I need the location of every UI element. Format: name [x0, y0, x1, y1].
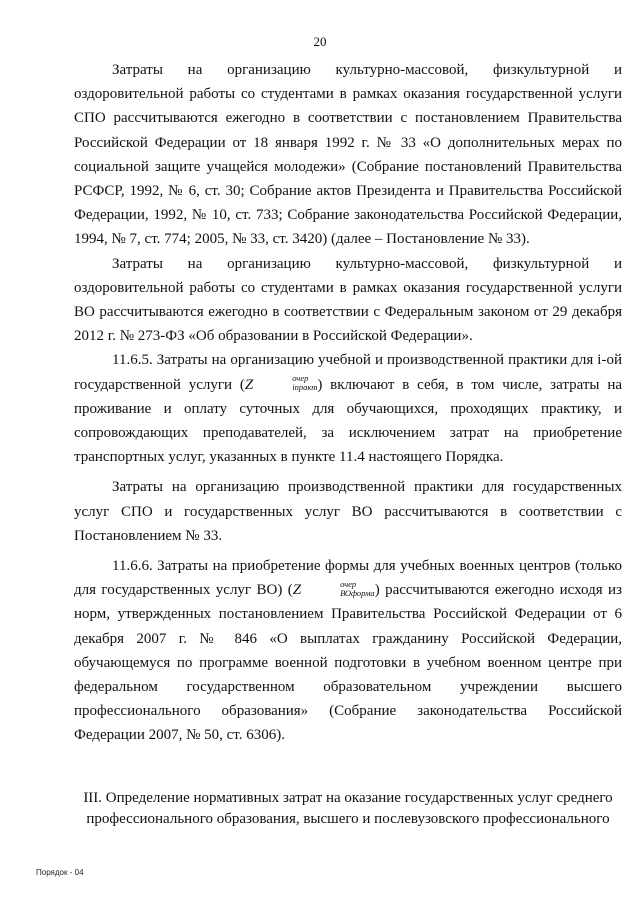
paragraph-vo-cultural-costs: Затраты на организацию культурно-массовой, физкультурной и оздоровительной работы со студентами в рамках оказания государственной услуги ВО рассчитываются ежегодно в соответствии с Федеральным законом от 29 декабря 2012 г. № 273-ФЗ «Об образовании в Российской Федерации». [74, 255, 622, 345]
p3-text-after: ) включают в себя, в том числе, затраты на проживание и оплату суточных для обучающихся, проходящих практику, и сопровождающих преподавателей, за исключением затрат на приобретение транспортных услуг, указанных в пункте 11.4 настоящего Порядка. [74, 376, 623, 466]
p3-text-before: 11.6.5. Затраты на организацию учебной и производственной практики для i-ой государственной услуги ( [74, 352, 622, 393]
section-heading-line-1: III. Определение нормативных затрат на оказание государственных услуг среднего [83, 790, 613, 806]
paragraph-production-practice: Затраты на организацию производственной практики для государственных услуг СПО и государственных услуг ВО рассчитываются в соответствии с Постановлением № 33. [74, 479, 622, 544]
formula-z-uniform-sub: ВОформа [340, 587, 375, 598]
formula-z-uniform-base: Z [292, 582, 302, 599]
formula-z-uniform-sup: очер [340, 578, 357, 589]
paragraph-11-6-5-practice-costs [74, 348, 622, 469]
paragraph-spo-cultural-costs: Затраты на организацию культурно-массовой, физкультурной и оздоровительной работы со студентами в рамках оказания государственной услуги СПО рассчитываются ежегодно в соответствии с постановлением Правительства Российской Федерации от 18 января 1992 г. № 33 «О дополнительных мерах по социальной защите учащейся молодежи» (Собрание постановлений Правительства РСФСР, 1992, № 6, ст. 30; Собрание актов Президента и Правительства Российской Федерации, 1992, № 10, ст. 733; Собрание законодательства Российской Федерации, 1994, № 7, ст. 774; 2005, № 33, ст. 3420) (далее – Постановление № 33). [74, 62, 622, 248]
footer-note: Порядок - 04 [36, 868, 84, 877]
p5-text-before: 11.6.6. Затраты на приобретение формы для учебных военных центров (только для государственных услуг ВО) ( [74, 558, 622, 599]
p5-text-after: ) рассчитываются ежегодно исходя из норм, утвержденных постановлением Правительства Российской Федерации от 6 декабря 2007 г. № 846 «О выплатах гражданину Российской Федерации, обучающемуся по программе военной подготовки в учебном военном центре при федеральном государственном образовательном учреждении высшего профессионального образования» (Собрание законодательства Российской Федерации 2007, № 50, ст. 6306). [74, 582, 622, 744]
section-heading [74, 788, 622, 830]
section-heading-line-2: профессионального образования, высшего и послевузовского профессионального [86, 811, 610, 827]
formula-z-practice [244, 373, 318, 393]
formula-z-uniform [292, 578, 375, 599]
page-number: 20 [313, 34, 327, 49]
formula-z-practice-sub: iпракт [292, 382, 318, 393]
paragraph-11-6-6-uniform-costs [74, 554, 622, 748]
formula-z-practice-sup: очер [292, 373, 309, 384]
formula-z-practice-base: Z [244, 376, 254, 393]
document-body [74, 58, 622, 748]
